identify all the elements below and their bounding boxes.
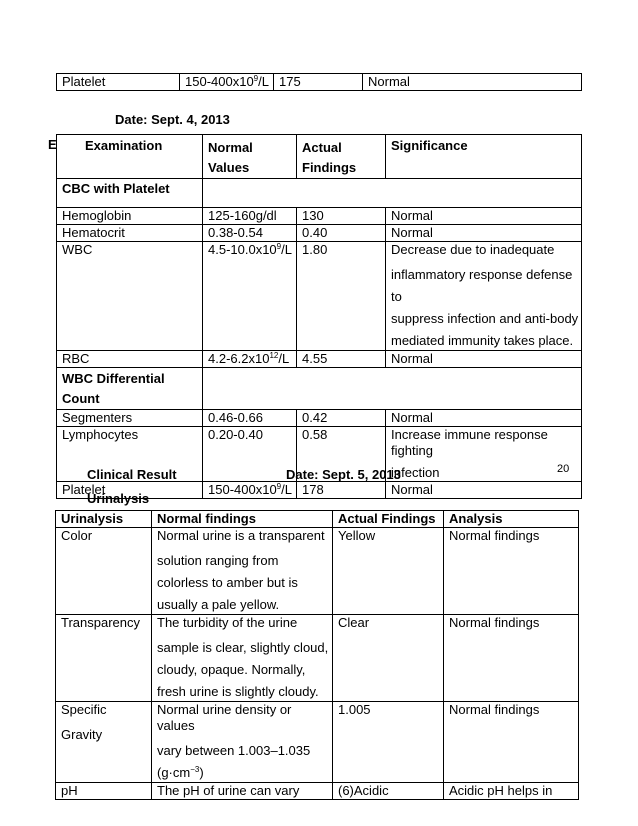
section-diff [57,368,203,410]
normal-line: Normal urine is a transparent [157,528,325,543]
sig-cell: Normal [386,482,582,499]
normal-cell [203,351,297,368]
sig-line: Decrease due to inadequate [391,242,555,257]
table-row [56,615,579,702]
table-row [56,528,579,615]
urine-actual-cell: Yellow [333,528,444,615]
sig-line: inflammatory response defense to [391,267,573,304]
section-row [57,179,582,208]
page-number: 20 [557,463,570,475]
header-row [56,511,579,528]
exponent: 9 [276,482,282,491]
normal-line: usually a pale yellow. [157,597,280,612]
unit: /L [281,482,292,497]
section-cbc: CBC with Platelet [57,179,203,208]
sig-cell: Normal [363,74,582,91]
normal-cell: 0.46-0.66 [203,410,297,427]
sig-cell: Normal [386,225,582,242]
unit: /L [281,242,292,257]
actual-cell: 0.40 [297,225,386,242]
sig-cell [386,242,582,351]
section-diff-line: WBC Differential [62,371,165,386]
sig-line: suppress infection and anti-body [391,311,579,326]
section-row [57,368,582,410]
normal-line: Normal urine density or values [157,702,292,733]
date-1: Date: Sept. 4, 2013 [115,112,230,127]
normal-base: 150-400x10 [185,74,254,89]
urine-analysis-cell: Normal findings [444,528,579,615]
header-normal: Normal [208,140,253,155]
urine-normal-cell [152,702,333,783]
header-urinalysis: Urinalysis [56,511,152,528]
header-normal-findings: Normal findings [152,511,333,528]
urine-normal-cell: The pH of urine can vary [152,783,333,800]
actual-cell: 175 [274,74,363,91]
cbc-table [56,134,582,499]
actual-cell: 0.58 [297,427,386,482]
unit-close: ) [199,765,204,780]
header-values: Values [208,160,250,175]
exponent: 9 [276,242,282,251]
normal-line: colorless to amber but is [157,575,298,590]
sig-cell: Normal [386,208,582,225]
header-examination: Examination [57,135,203,179]
urinalysis-heading: Urinalysis [87,491,150,506]
unit-base: (g·cm [157,765,191,780]
urine-name-cell [56,702,152,783]
sig-cell: Normal [386,410,582,427]
table-row [57,242,582,351]
table-row [57,351,582,368]
urine-analysis-cell: Normal findings [444,702,579,783]
normal-cell: 0.20-0.40 [203,427,297,482]
actual-cell: 4.55 [297,351,386,368]
table-row [56,702,579,783]
normal-base: 4.2-6.2x10 [208,351,270,366]
table-row [57,225,582,242]
header-row [57,135,582,179]
normal-line: cloudy, opaque. Normally, [157,662,306,677]
section-diff-line: Count [62,391,100,406]
exam-cell: Platelet [57,74,180,91]
actual-cell: 0.42 [297,410,386,427]
table-row [57,208,582,225]
exam-cell: Hemoglobin [57,208,203,225]
table-row [56,783,579,800]
exam-cell: RBC [57,351,203,368]
urine-name-cell: pH [56,783,152,800]
header-significance: Significance [386,135,582,179]
urine-name-cell: Transparency [56,615,152,702]
urine-normal-cell [152,528,333,615]
clinical-result-heading: Clinical Result [87,467,177,482]
sig-cell [386,427,582,482]
normal-line: vary between 1.003–1.035 [157,743,311,758]
table-row [57,74,582,91]
normal-cell [203,482,297,499]
header-actual: Actual [302,140,342,155]
date-2: Date: Sept. 5, 2013 [286,467,401,482]
unit: /L [258,74,269,89]
urine-normal-cell [152,615,333,702]
name-line: Specific [61,702,107,717]
normal-cell [180,74,274,91]
sig-line: mediated immunity takes place. [391,333,574,348]
normal-line: The turbidity of the urine [157,615,298,630]
normal-line: sample is clear, slightly cloud, [157,640,329,655]
header-actual-findings [297,135,386,179]
sig-line: infection [391,465,440,480]
exponent: 12 [269,351,279,360]
urine-analysis-cell: Acidic pH helps in [444,783,579,800]
urine-actual-cell: Clear [333,615,444,702]
unit: /L [278,351,290,366]
exam-cell: WBC [57,242,203,351]
actual-cell: 1.80 [297,242,386,351]
urine-analysis-cell: Normal findings [444,615,579,702]
header-actual-findings: Actual Findings [333,511,444,528]
normal-base: 150-400x10 [208,482,277,497]
sig-cell: Normal [386,351,582,368]
exam-cell: Platelet [57,482,203,499]
name-line: Gravity [61,727,103,742]
urine-actual-cell: (6)Acidic [333,783,444,800]
exam-cell: Hematocrit [57,225,203,242]
exam-cell: Segmenters [57,410,203,427]
normal-line: fresh urine is slightly cloudy. [157,684,319,699]
header-findings: Findings [302,160,357,175]
exponent: −3 [190,765,200,774]
section-empty [203,368,582,410]
actual-cell: 178 [297,482,386,499]
table-row [57,410,582,427]
normal-base: 4.5-10.0x10 [208,242,277,257]
exam-cell: Lymphocytes [57,427,203,482]
margin-letter: E [48,137,57,152]
normal-line [157,764,332,782]
urinalysis-table [55,510,579,800]
exponent: 9 [253,74,259,83]
urine-actual-cell: 1.005 [333,702,444,783]
normal-cell: 0.38-0.54 [203,225,297,242]
urine-name-cell: Color [56,528,152,615]
normal-line: solution ranging from [157,553,279,568]
section-empty [203,179,582,208]
normal-cell [203,242,297,351]
normal-cell: 125-160g/dl [203,208,297,225]
sig-line: Increase immune response fighting [391,427,548,458]
top-platelet-table [56,73,582,91]
actual-cell: 130 [297,208,386,225]
header-normal-values [203,135,297,179]
header-analysis: Analysis [444,511,579,528]
